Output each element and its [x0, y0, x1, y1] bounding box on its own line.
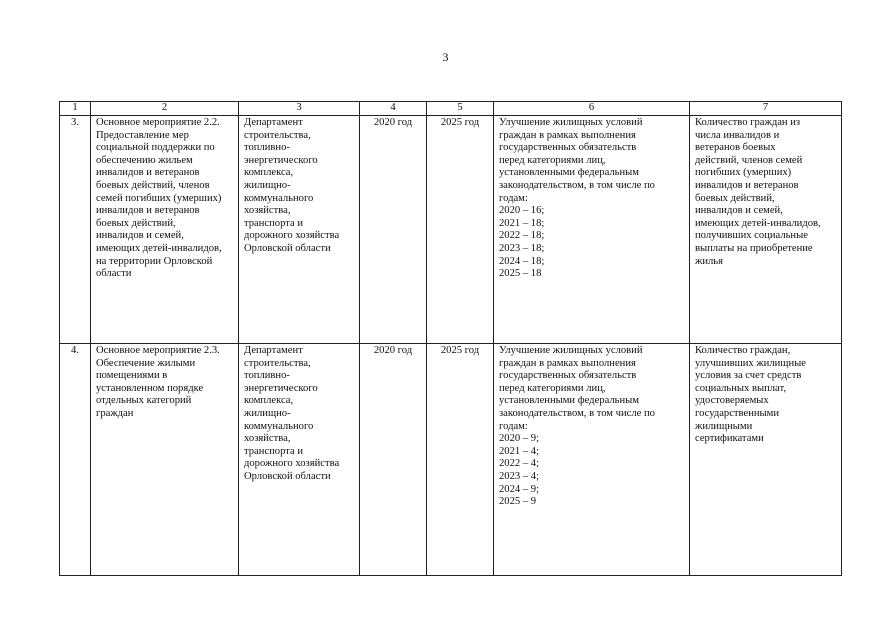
cell-text-line: Количество граждан из	[695, 117, 801, 128]
cell-text-line: дорожного хозяйства	[244, 458, 340, 470]
cell-text-line: 2021 – 18;	[499, 217, 545, 229]
cell-text-line: отдельных категорий	[96, 395, 192, 407]
cell-text-line: установленными федеральным	[499, 167, 639, 179]
cell-text-line: граждан	[96, 407, 134, 419]
cell-text-line: 2025 – 18	[499, 268, 542, 280]
cell-text-line: инвалидов и ветеранов	[96, 167, 200, 179]
header-cell: 4	[360, 102, 427, 116]
cell-text-line: коммунального	[244, 192, 314, 204]
cell-text-line: 2023 – 4;	[499, 470, 540, 482]
cell-text-line: Орловской области	[244, 242, 331, 254]
cell-text-line: хозяйства,	[244, 433, 291, 445]
table-row	[60, 344, 842, 576]
start-year-cell: 2020 год	[360, 344, 427, 576]
cell-text-line: Улучшение жилищных условий	[499, 345, 643, 356]
cell-text-line: 2022 – 4;	[499, 458, 540, 470]
cell-text-line: жилищными	[695, 420, 753, 432]
end-year-cell: 2025 год	[427, 116, 494, 344]
cell-text-line: имеющих детей-инвалидов,	[96, 242, 222, 254]
cell-text-line: боевых действий, членов	[96, 179, 210, 191]
cell-text-line: условия за счет средств	[695, 370, 802, 382]
cell-text-line: Основное мероприятие 2.2.	[96, 117, 220, 128]
cell-text-line: строительства,	[244, 357, 311, 369]
cell-text-line: получивших социальные	[695, 230, 808, 242]
cell-text-line: Департамент	[244, 345, 303, 356]
header-cell: 2	[91, 102, 239, 116]
measure-cell	[91, 116, 239, 344]
cell-text-line: боевых действий,	[96, 217, 176, 229]
cell-text-line: социальных выплат,	[695, 382, 786, 394]
cell-text-line: 2023 – 18;	[499, 242, 545, 254]
cell-text-line: установленном порядке	[96, 382, 204, 394]
cell-text-line: государственных обязательств	[499, 370, 637, 382]
cell-text-line: перед категориями лиц,	[499, 154, 606, 166]
cell-text-line: строительства,	[244, 129, 311, 141]
cell-text-line: на территории Орловской	[96, 255, 213, 267]
cell-text-line: действий, членов семей	[695, 154, 803, 166]
cell-text-line: жилищно-	[244, 407, 291, 419]
cell-text-line: жилья	[695, 255, 723, 267]
cell-text-line: 2020 – 9;	[499, 433, 540, 445]
cell-text-line: улучшивших жилищные	[695, 357, 806, 369]
header-cell: 7	[690, 102, 842, 116]
cell-text-line: топливно-	[244, 142, 290, 154]
cell-text-line: погибших (умерших)	[695, 167, 792, 179]
cell-text-line: семей погибших (умерших)	[96, 192, 222, 204]
cell-text-line: Орловской области	[244, 470, 331, 482]
cell-text-line: инвалидов и ветеранов	[96, 205, 200, 217]
end-year-cell: 2025 год	[427, 344, 494, 576]
cell-text-line: установленными федеральным	[499, 395, 639, 407]
cell-text-line: 2022 – 18;	[499, 230, 545, 242]
cell-text-line: боевых действий,	[695, 192, 775, 204]
cell-text-line: энергетического	[244, 154, 318, 166]
cell-text-line: Департамент	[244, 117, 303, 128]
cell-text-line: законодательством, в том числе по	[499, 179, 655, 191]
executor-cell	[239, 116, 360, 344]
cell-text-line: комплекса,	[244, 167, 294, 179]
cell-text-line: комплекса,	[244, 395, 294, 407]
cell-text-line: области	[96, 268, 132, 280]
cell-text-line: имеющих детей-инвалидов,	[695, 217, 821, 229]
indicator-cell	[690, 344, 842, 576]
header-cell: 5	[427, 102, 494, 116]
header-cell: 1	[60, 102, 91, 116]
cell-text-line: топливно-	[244, 370, 290, 382]
cell-text-line: Основное мероприятие 2.3.	[96, 345, 220, 356]
cell-text-line: 2025 – 9	[499, 496, 537, 508]
cell-text-line: транспорта и	[244, 445, 304, 457]
result-cell	[494, 116, 690, 344]
executor-cell	[239, 344, 360, 576]
cell-text-line: числа инвалидов и	[695, 129, 780, 141]
cell-text-line: государственных обязательств	[499, 142, 637, 154]
cell-text-line: 2024 – 9;	[499, 483, 540, 495]
cell-text-line: законодательством, в том числе по	[499, 407, 655, 419]
cell-text-line: инвалидов и семей,	[695, 205, 783, 217]
cell-text-line: граждан в рамках выполнения	[499, 129, 636, 141]
cell-text-line: перед категориями лиц,	[499, 382, 606, 394]
cell-text-line: жилищно-	[244, 179, 291, 191]
table-row	[60, 116, 842, 344]
cell-text-line: Обеспечение жилыми	[96, 357, 196, 369]
cell-text-line: ветеранов боевых	[695, 142, 776, 154]
table-header-row	[60, 102, 842, 116]
cell-text-line: государственными	[695, 407, 780, 419]
cell-text-line: транспорта и	[244, 217, 304, 229]
cell-text-line: энергетического	[244, 382, 318, 394]
cell-text-line: годам:	[499, 192, 528, 204]
cell-text-line: годам:	[499, 420, 528, 432]
indicator-cell	[690, 116, 842, 344]
row-number-cell: 3.	[60, 116, 91, 344]
header-cell: 3	[239, 102, 360, 116]
start-year-cell: 2020 год	[360, 116, 427, 344]
cell-text-line: дорожного хозяйства	[244, 230, 340, 242]
cell-text-line: сертификатами	[695, 433, 764, 445]
program-measures-table	[59, 101, 842, 576]
cell-text-line: обеспечению жильем	[96, 154, 193, 166]
measure-cell	[91, 344, 239, 576]
cell-text-line: удостоверяемых	[695, 395, 769, 407]
cell-text-line: Предоставление мер	[96, 129, 189, 141]
cell-text-line: социальной поддержки по	[96, 142, 215, 154]
cell-text-line: хозяйства,	[244, 205, 291, 217]
cell-text-line: граждан в рамках выполнения	[499, 357, 636, 369]
cell-text-line: Улучшение жилищных условий	[499, 117, 643, 128]
header-cell: 6	[494, 102, 690, 116]
cell-text-line: коммунального	[244, 420, 314, 432]
cell-text-line: Количество граждан,	[695, 345, 791, 356]
cell-text-line: помещениями в	[96, 370, 168, 382]
page-number: 3	[442, 50, 449, 64]
cell-text-line: инвалидов и ветеранов	[695, 179, 799, 191]
cell-text-line: 2021 – 4;	[499, 445, 540, 457]
row-number-cell: 4.	[60, 344, 91, 576]
cell-text-line: выплаты на приобретение	[695, 242, 813, 254]
result-cell	[494, 344, 690, 576]
cell-text-line: 2024 – 18;	[499, 255, 545, 267]
cell-text-line: инвалидов и семей,	[96, 230, 184, 242]
cell-text-line: 2020 – 16;	[499, 205, 545, 217]
